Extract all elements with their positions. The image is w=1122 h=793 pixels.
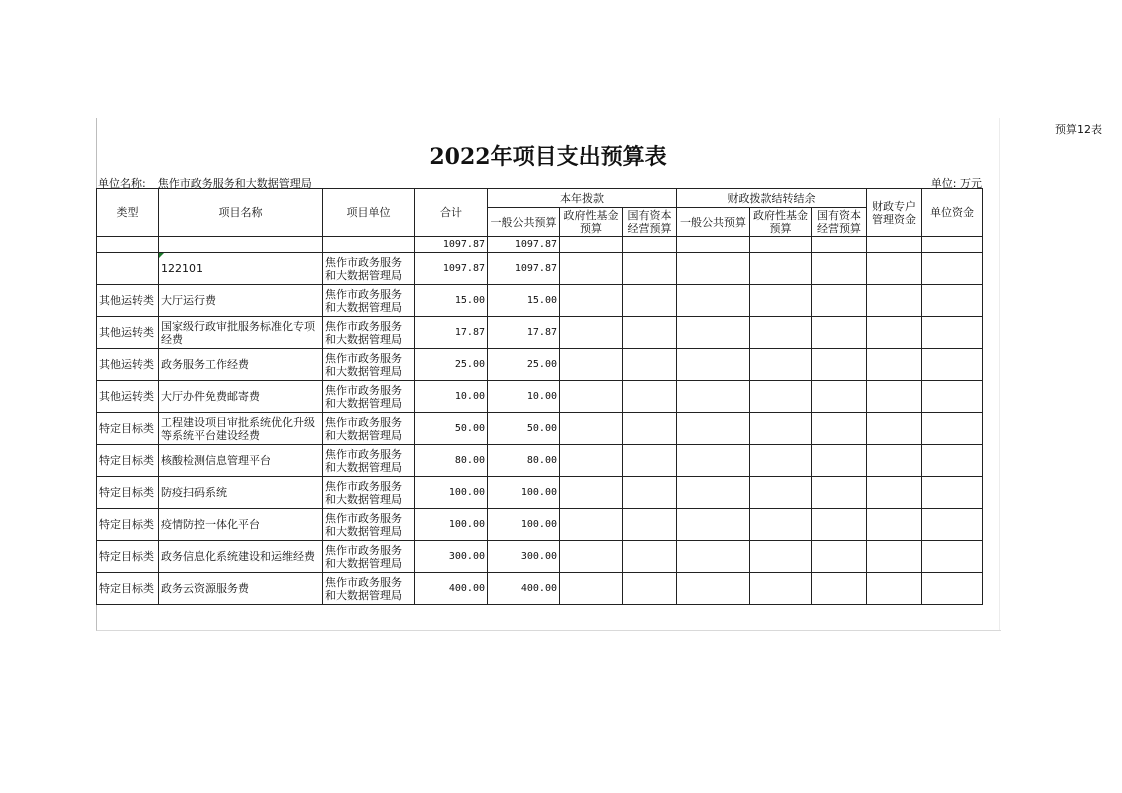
- code-row: [97, 253, 983, 285]
- empty-cell[interactable]: [677, 477, 750, 509]
- empty-cell[interactable]: [677, 541, 750, 573]
- table-row: [97, 317, 983, 349]
- row-project-unit[interactable]: 焦作市政务服务和大数据管理局: [323, 413, 415, 445]
- header-current-year: 本年拨款: [488, 189, 677, 208]
- empty-cell[interactable]: [812, 445, 867, 477]
- row-total[interactable]: 100.00: [415, 509, 488, 541]
- row-project-name[interactable]: 政务云资源服务费: [159, 573, 323, 605]
- empty-cell[interactable]: [677, 381, 750, 413]
- empty-cell[interactable]: [750, 349, 812, 381]
- summary-total[interactable]: 1097.87: [415, 237, 488, 253]
- empty-cell[interactable]: [867, 285, 922, 317]
- table-row: [97, 573, 983, 605]
- unit-name: 焦作市政务服务和大数据管理局: [157, 177, 312, 190]
- empty-cell[interactable]: [623, 413, 677, 445]
- row-total[interactable]: 25.00: [415, 349, 488, 381]
- row-type[interactable]: 特定目标类: [97, 445, 159, 477]
- row-project-unit[interactable]: 焦作市政务服务和大数据管理局: [323, 477, 415, 509]
- empty-cell[interactable]: [812, 317, 867, 349]
- empty-cell[interactable]: [677, 413, 750, 445]
- row-project-name[interactable]: 防疫扫码系统: [159, 477, 323, 509]
- row-general-budget[interactable]: 100.00: [488, 509, 560, 541]
- row-project-name[interactable]: 工程建设项目审批系统优化升级等系统平台建设经费: [159, 413, 323, 445]
- header-total: 合计: [415, 189, 488, 237]
- row-general-budget[interactable]: 15.00: [488, 285, 560, 317]
- empty-cell[interactable]: [750, 445, 812, 477]
- empty-cell[interactable]: [812, 413, 867, 445]
- row-type[interactable]: 特定目标类: [97, 541, 159, 573]
- row-project-name[interactable]: 核酸检测信息管理平台: [159, 445, 323, 477]
- project-code: 122101: [161, 262, 203, 275]
- header-general-budget: 一般公共预算: [488, 208, 560, 237]
- row-project-unit[interactable]: 焦作市政务服务和大数据管理局: [323, 445, 415, 477]
- page-title: 2022年项目支出预算表: [429, 144, 667, 170]
- header-carryover: 财政拨款结转结余: [677, 189, 867, 208]
- empty-cell[interactable]: [560, 317, 623, 349]
- empty-cell[interactable]: [677, 317, 750, 349]
- row-general-budget[interactable]: 300.00: [488, 541, 560, 573]
- header-type: 类型: [97, 189, 159, 237]
- empty-cell[interactable]: [750, 509, 812, 541]
- header-state-capital: 国有资本经营预算: [623, 208, 677, 237]
- table-row: [97, 381, 983, 413]
- empty-cell[interactable]: [677, 285, 750, 317]
- empty-cell[interactable]: [922, 285, 983, 317]
- row-total[interactable]: 300.00: [415, 541, 488, 573]
- row-project-name[interactable]: 政务服务工作经费: [159, 349, 323, 381]
- empty-cell[interactable]: [560, 509, 623, 541]
- empty-cell[interactable]: [922, 477, 983, 509]
- header-carry-state-capital: 国有资本经营预算: [812, 208, 867, 237]
- header-unit-funds: 单位资金: [922, 189, 983, 237]
- empty-cell[interactable]: [812, 381, 867, 413]
- table-row: [97, 541, 983, 573]
- header-special-mgmt: 财政专户管理资金: [867, 189, 922, 237]
- row-project-unit[interactable]: 焦作市政务服务和大数据管理局: [323, 573, 415, 605]
- empty-cell[interactable]: [750, 381, 812, 413]
- empty-cell[interactable]: [560, 349, 623, 381]
- empty-cell[interactable]: [750, 477, 812, 509]
- unit-label: 单位名称:: [98, 177, 146, 190]
- header-carry-general-budget: 一般公共预算: [677, 208, 750, 237]
- row-type[interactable]: 其他运转类: [97, 317, 159, 349]
- summary-general[interactable]: 1097.87: [488, 237, 560, 253]
- empty-cell[interactable]: [677, 445, 750, 477]
- empty-cell[interactable]: [922, 573, 983, 605]
- table-row: [97, 285, 983, 317]
- empty-cell[interactable]: [623, 445, 677, 477]
- row-total[interactable]: 100.00: [415, 477, 488, 509]
- row-general-budget[interactable]: 50.00: [488, 413, 560, 445]
- empty-cell[interactable]: [750, 285, 812, 317]
- header-project-name: 项目名称: [159, 189, 323, 237]
- row-project-unit[interactable]: 焦作市政务服务和大数据管理局: [323, 381, 415, 413]
- empty-cell[interactable]: [867, 413, 922, 445]
- empty-cell[interactable]: [677, 349, 750, 381]
- empty-cell[interactable]: [812, 541, 867, 573]
- row-type[interactable]: 其他运转类: [97, 285, 159, 317]
- row-total[interactable]: 15.00: [415, 285, 488, 317]
- table-row: [97, 413, 983, 445]
- row-project-name[interactable]: 大厅办件免费邮寄费: [159, 381, 323, 413]
- empty-cell[interactable]: [623, 541, 677, 573]
- row-project-unit[interactable]: 焦作市政务服务和大数据管理局: [323, 317, 415, 349]
- empty-cell[interactable]: [922, 541, 983, 573]
- table-row: [97, 349, 983, 381]
- empty-cell[interactable]: [560, 477, 623, 509]
- empty-cell[interactable]: [750, 317, 812, 349]
- currency-unit: 单位: 万元: [930, 177, 982, 190]
- page-edge: [999, 118, 1000, 630]
- row-type[interactable]: 其他运转类: [97, 349, 159, 381]
- row-general-budget[interactable]: 400.00: [488, 573, 560, 605]
- row-total[interactable]: 80.00: [415, 445, 488, 477]
- empty-cell[interactable]: [750, 413, 812, 445]
- empty-cell[interactable]: [812, 573, 867, 605]
- budget-table: [96, 188, 983, 605]
- row-type[interactable]: 特定目标类: [97, 413, 159, 445]
- empty-cell[interactable]: [922, 413, 983, 445]
- row-general-budget[interactable]: 25.00: [488, 349, 560, 381]
- empty-cell[interactable]: [922, 381, 983, 413]
- project-code-cell[interactable]: [159, 253, 323, 285]
- row-project-name[interactable]: 国家级行政审批服务标准化专项经费: [159, 317, 323, 349]
- code-row-total[interactable]: 1097.87: [415, 253, 488, 285]
- row-general-budget[interactable]: 10.00: [488, 381, 560, 413]
- row-project-unit[interactable]: 焦作市政务服务和大数据管理局: [323, 285, 415, 317]
- empty-cell[interactable]: [623, 349, 677, 381]
- empty-cell[interactable]: [922, 509, 983, 541]
- header-project-unit: 项目单位: [323, 189, 415, 237]
- row-type[interactable]: 其他运转类: [97, 381, 159, 413]
- row-total[interactable]: 50.00: [415, 413, 488, 445]
- empty-cell[interactable]: [560, 285, 623, 317]
- comment-marker-icon: [159, 253, 164, 258]
- empty-cell[interactable]: [867, 445, 922, 477]
- empty-cell[interactable]: [560, 445, 623, 477]
- row-project-unit[interactable]: 焦作市政务服务和大数据管理局: [323, 541, 415, 573]
- header-carry-gov-fund: 政府性基金预算: [750, 208, 812, 237]
- empty-cell[interactable]: [812, 477, 867, 509]
- table-row: [97, 477, 983, 509]
- row-general-budget[interactable]: 80.00: [488, 445, 560, 477]
- empty-cell[interactable]: [560, 413, 623, 445]
- row-type[interactable]: 特定目标类: [97, 573, 159, 605]
- row-project-name[interactable]: 大厅运行费: [159, 285, 323, 317]
- header-gov-fund: 政府性基金预算: [560, 208, 623, 237]
- empty-cell[interactable]: [812, 285, 867, 317]
- row-type[interactable]: 特定目标类: [97, 509, 159, 541]
- row-project-unit[interactable]: 焦作市政务服务和大数据管理局: [323, 349, 415, 381]
- empty-cell[interactable]: [677, 573, 750, 605]
- empty-cell[interactable]: [922, 349, 983, 381]
- row-project-unit[interactable]: 焦作市政务服务和大数据管理局: [323, 509, 415, 541]
- form-number: 预算12表: [1055, 123, 1102, 136]
- table-row: [97, 445, 983, 477]
- empty-cell[interactable]: [623, 285, 677, 317]
- empty-cell[interactable]: [677, 509, 750, 541]
- row-total[interactable]: 400.00: [415, 573, 488, 605]
- empty-cell[interactable]: [922, 317, 983, 349]
- table-row: [97, 509, 983, 541]
- empty-cell[interactable]: [560, 381, 623, 413]
- row-total[interactable]: 17.87: [415, 317, 488, 349]
- empty-cell[interactable]: [922, 445, 983, 477]
- row-total[interactable]: 10.00: [415, 381, 488, 413]
- empty-cell[interactable]: [867, 381, 922, 413]
- empty-cell[interactable]: [560, 541, 623, 573]
- empty-cell[interactable]: [750, 541, 812, 573]
- summary-row: [97, 237, 983, 253]
- row-type[interactable]: 特定目标类: [97, 477, 159, 509]
- code-row-general[interactable]: 1097.87: [488, 253, 560, 285]
- empty-cell[interactable]: [623, 317, 677, 349]
- empty-cell[interactable]: [867, 541, 922, 573]
- empty-cell[interactable]: [623, 573, 677, 605]
- empty-cell[interactable]: [867, 477, 922, 509]
- empty-cell[interactable]: [867, 573, 922, 605]
- code-row-unit[interactable]: 焦作市政务服务和大数据管理局: [323, 253, 415, 285]
- row-project-name[interactable]: 政务信息化系统建设和运维经费: [159, 541, 323, 573]
- empty-cell[interactable]: [623, 381, 677, 413]
- empty-cell[interactable]: [867, 317, 922, 349]
- empty-cell[interactable]: [560, 573, 623, 605]
- empty-cell[interactable]: [623, 509, 677, 541]
- row-general-budget[interactable]: 17.87: [488, 317, 560, 349]
- empty-cell[interactable]: [812, 509, 867, 541]
- empty-cell[interactable]: [623, 477, 677, 509]
- empty-cell[interactable]: [750, 573, 812, 605]
- empty-cell[interactable]: [812, 349, 867, 381]
- row-project-name[interactable]: 疫情防控一体化平台: [159, 509, 323, 541]
- empty-cell[interactable]: [867, 349, 922, 381]
- empty-cell[interactable]: [867, 509, 922, 541]
- row-general-budget[interactable]: 100.00: [488, 477, 560, 509]
